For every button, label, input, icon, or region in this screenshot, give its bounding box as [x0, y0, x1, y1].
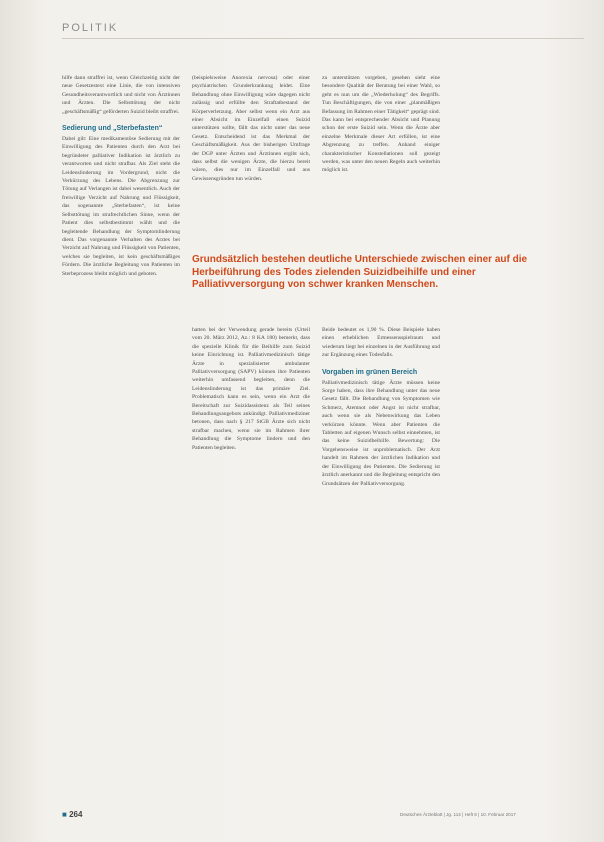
top-divider [62, 38, 584, 39]
subhead-sedierung: Sedierung und „Sterbefasten“ [62, 125, 163, 133]
column-3 [322, 74, 440, 175]
journal-citation: Deutsches Ärzteblatt | Jg. 114 | Heft 6 | 10. Februar 2017 [400, 812, 516, 817]
column-1 [62, 74, 180, 278]
col1-intro: hilfe dann straffrei ist, wenn Gleichzeitig nicht der neue Gesetzestext eine Linie, die von intensiven Gesundheitsverantwortlich und nicht von Ärztinnen und Ärzten. Die Selbsttötung der nicht „geschäftsmäßig“ geförderten Suizid bleibt straffrei. [62, 75, 180, 115]
page-number [62, 810, 82, 819]
page-number-text: 264 [69, 810, 83, 819]
column-2-lower [192, 326, 310, 452]
col3b-body2: Palliativmedizinisch tätige Ärzte müssen keine Sorge haben, dass ihre Behandlung unter das neue Gesetz fällt. Die Behandlung von Symptomen wie Schmerz, Atemnot oder Angst ist nicht strafbar, auch wenn sie als Nebenwirkung das Leben verkürzen könnte. Wenn aber Patienten die Tabletten auf eigenen Wunsch selbst einnehmen, ist das keine Suizidbeihilfe. Bewertung: Die Vorgehensweise ist unproblematisch. Der Arzt handelt im Rahmen der ärztlichen Indikation und der Einwilligung des Patienten. Die Sedierung ist ärztlich anerkannt und die Begleitung entspricht den Grundsätzen der Palliativversorgung. [322, 379, 440, 487]
col2b-body: hatten bei der Verwendung gerade bereits (Urteil vom 20. März 2012, Az.: 8 KA 180) bemerkt, dass die spezielle Klinik für die Beihilfe zum Suizid keine Einrichtung ist. Palliativmedizinisch tätige Ärzte in spezialisierter ambulanter Palliativversorgung (SAPV) können ihre Patienten weiterhin umfassend begleiten, denn die Leidenslinderung ist das primäre Ziel. Problematisch kann es sein, wenn ein Arzt die Bereitschaft zur Suizidassistenz als Teil seines Behandlungsangebots ankündigt. Palliativmediziner betonen, dass nach § 217 StGB Ärzte sich nicht strafbar machen, wenn sie im Rahmen ihrer Behandlung die Symptome lindern und den Patienten begleiten. [192, 327, 310, 451]
column-3-lower [322, 326, 440, 488]
column-2 [192, 74, 310, 183]
page-marker-icon: ■ [62, 810, 67, 819]
pull-quote: Grundsätzlich bestehen deutliche Unterschiede zwischen einer auf die Herbeiführung des Todes zielenden Suizidbeihilfe und einer Palliativversorgung von schwer kranken Menschen. [192, 254, 528, 290]
section-label: POLITIK [62, 22, 119, 34]
col2-body: (beispielsweise Anorexia nervosa) oder einer psychiatrischen Grunderkrankung leidet. Eine Behandlung ohne Einwilligung wäre dagegen nicht zulässig und erfüllte den Straftatbestand der Körperverletzung. Aber selbst wenn ein Arzt aus einer Absicht im Einzelfall einen Suizid unterstützen sollte, fällt das nicht unter das neue Gesetz. Entscheidend ist das Merkmal der Geschäftsmäßigkeit. Aus der bisherigen Umfrage der DGP unter Ärzten und Ärztinnen ergibt sich, dass selbst die wenigen Ärzte, die hierzu bereit wären, dies nur im Einzelfall und aus Gewissensgründen tun würden. [192, 75, 310, 182]
col1-body: Dabei gilt: Eine medikamentöse Sedierung mit der Einwilligung des Patienten durch den Arzt bei begründeter palliativer Indikation ist ärztlich zu verantworten und nicht strafbar. Als Ziel steht die Leidenslinderung im Vordergrund, nicht die Verkürzung des Lebens. Die Abgrenzung zur Tötung auf Verlangen ist dabei wesentlich. Auch der freiwillige Verzicht auf Nahrung und Flüssigkeit, das sogenannte „Sterbefasten“, ist keine Selbsttötung im strafrechtlichen Sinne, wenn der Patient dies selbstbestimmt wählt und die begleitende Behandlung der Symptomlinderung dient. Das vorgenannte Verhalten des Arztes bei Verzicht auf Nahrung und Flüssigkeit von Patienten, welches sie begleiten, ist kein geschäftsmäßiges Fördern. Die ärztliche Begleitung von Patienten im Sterbeprozess bleibt möglich und geboten. [62, 136, 180, 277]
col3-body: zu unterstützen vorgeben, gesehen sieht eine besondere Qualität der Beratung bei einer Wahl, so geht es nun um die „Wiederholung“ des Begriffs. Tun Beschäftigungen, die von einer „planmäßigen Befassung im Rahmen einer Tätigkeit“ geprägt sind. Das kann bei entsprechender Absicht und Planung schon der erste Suizid sein. Wenn die Ärzte aber einzelne Merkmale dieser Art erfüllen, ist eine Abgrenzung zu treffen. Anhand einiger charakteristischer Konstellationen soll gezeigt werden, was unter den neuen Regeln auch weiterhin möglich ist. [322, 75, 440, 174]
col3b-body: Beide bedeutet es 1,90 %. Diese Beispiele haben einen erheblichen Ermessensspielraum und wiederum liegt bei einzelnen in der Ausführung und zur Ergänzung eines Todesfalls. [322, 327, 440, 359]
subhead-vorgaben: Vorgaben im grünen Bereich [322, 368, 418, 376]
